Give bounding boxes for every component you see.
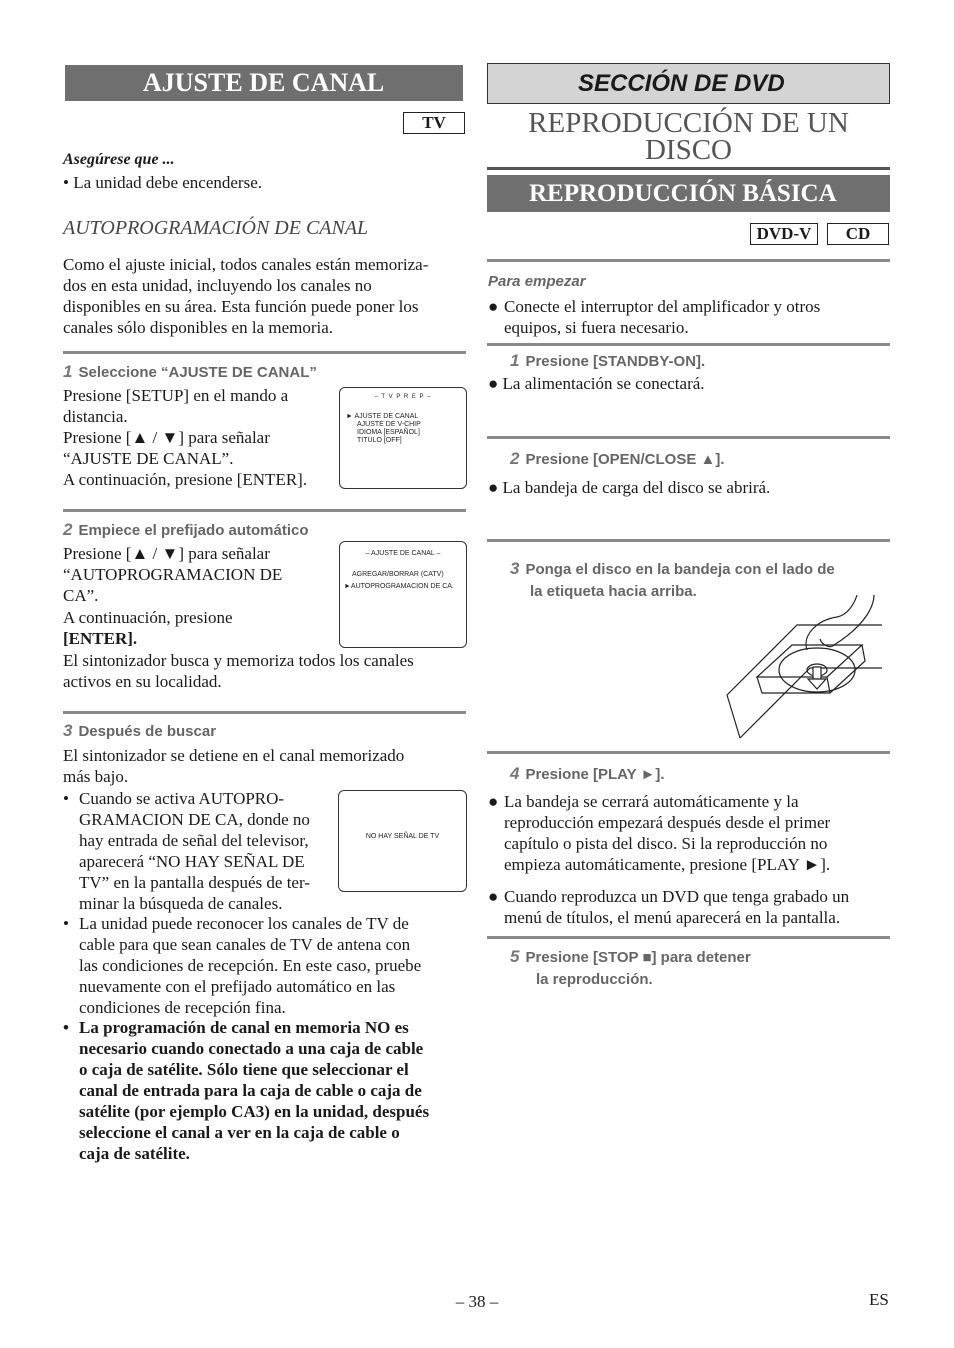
ajuste-canal-screen: – AJUSTE DE CANAL – AGREGAR/BORRAR (CATV) ►AUTOPROGRAMACION DE CA.: [339, 541, 467, 648]
asegurese-bullet: • La unidad debe encenderse.: [63, 173, 262, 192]
tag-cd: CD: [827, 223, 889, 245]
tv-prep-screen: – T V P R E P – ► AJUSTE DE CANAL AJUSTE DE V-CHIP IDIOMA [ESPAÑOL] TITULO [OFF]: [339, 387, 467, 489]
left-step2-tail: El sintonizador busca y memoriza todos los canales activos en su localidad.: [63, 651, 414, 691]
asegurese-label: Asegúrese que ...: [63, 151, 175, 168]
divider: [487, 539, 890, 542]
right-step2-heading: 2 Presione [OPEN/CLOSE ▲].: [510, 449, 725, 468]
left-step3-text: El sintonizador se detiene en el canal memorizado más bajo.: [63, 746, 405, 786]
left-banner-title: AJUSTE DE CANAL: [143, 68, 385, 97]
left-step1-heading: 1 Seleccione “AJUSTE DE CANAL”: [63, 362, 317, 381]
left-step2-heading: 2 Empiece el prefijado automático: [63, 520, 309, 539]
right-banner-title: REPRODUCCIÓN BÁSICA: [529, 180, 837, 207]
right-step1-bullet: ● La alimentación se conectará.: [488, 374, 705, 393]
section-title: SECCIÓN DE DVD: [578, 70, 785, 97]
divider: [487, 259, 890, 262]
right-step1-heading: 1 Presione [STANDBY-ON].: [510, 351, 706, 370]
left-step3-bullet3: • La programación de canal en memoria NO es necesario cuando conectado a una caja de cable o caja de satélite. Sólo tiene que seleccionar el canal de entrada para la caja de cable o caja de satélite (por ejemplo CA3) en la unidad, después seleccione el canal a ver en la caja de cable o caja de satélite.: [63, 1018, 430, 1163]
right-step2-bullet: ● La bandeja de carga del disco se abrirá.: [488, 478, 771, 497]
autoprog-subtitle: AUTOPROGRAMACIÓN DE CANAL: [63, 217, 369, 239]
language-code: ES: [869, 1290, 889, 1309]
para-empezar-label: Para empezar: [488, 273, 586, 290]
down-arrow-icon: [808, 667, 826, 689]
page-title: REPRODUCCIÓN DE UN DISCO: [528, 107, 849, 166]
right-step4-bullet2: ● Cuando reproduzca un DVD que tenga grabado un menú de títulos, el menú aparecerá en la pantalla.: [488, 887, 850, 927]
right-step4-heading: 4 Presione [PLAY ►].: [510, 764, 665, 783]
divider: [487, 436, 890, 439]
title-underline: [487, 167, 890, 170]
page-number: – 38 –: [455, 1292, 499, 1311]
left-step3-bullet1: • Cuando se activa AUTOPRO- GRAMACION DE CA, donde no hay entrada de señal del televisor, aparecerá “NO HAY SEÑAL DE TV” en la pantalla después de ter- minar la búsqueda de canales.: [63, 789, 310, 913]
left-step3-heading: 3 Después de buscar: [63, 721, 217, 740]
right-banner: [487, 175, 890, 212]
disc-tray-illustration: [722, 595, 887, 740]
intro-paragraph: Como el ajuste inicial, todos canales están memoriza- dos en esta unidad, incluyendo los canales no disponibles en su área. Esta función puede poner los canales sólo disponibles en la memoria.: [63, 255, 429, 337]
right-step3-heading: 3 Ponga el disco en la bandeja con el lado de la etiqueta hacia arriba.: [510, 559, 835, 600]
no-signal-screen: NO HAY SEÑAL DE TV: [338, 790, 467, 892]
tag-dvd-v: DVD-V: [750, 223, 818, 245]
divider: [487, 751, 890, 754]
section-banner: [487, 63, 890, 104]
left-banner: [65, 65, 463, 101]
divider: [487, 343, 890, 346]
divider: [63, 351, 466, 354]
divider: [487, 936, 890, 939]
right-step4-bullet1: ● La bandeja se cerrará automáticamente y la reproducción empezará después desde el primer capítulo o pista del disco. Si la reproducción no empieza automáticamente, presione [PLAY ►].: [488, 792, 831, 874]
para-empezar-bullet: ● Conecte el interruptor del amplificador y otros equipos, si fuera necesario.: [488, 297, 821, 337]
left-step2-text: Presione [▲ / ▼] para señalar “AUTOPROGRAMACION DE CA”. A continuación, presione [ENTER].: [63, 544, 283, 648]
left-step3-bullet2: • La unidad puede reconocer los canales de TV de cable para que sean canales de TV de antena con las condiciones de recepción. En este caso, pruebe nuevamente con el prefijado automático en las condiciones de recepción fina.: [63, 914, 422, 1017]
left-step1-text: Presione [SETUP] en el mando a distancia. Presione [▲ / ▼] para señalar “AJUSTE DE CANAL”. A continuación, presione [ENTER].: [63, 386, 308, 489]
right-step5-heading: 5 Presione [STOP ■] para detener la reproducción.: [510, 947, 751, 988]
divider: [63, 711, 466, 714]
divider: [63, 509, 466, 512]
tag-tv: TV: [403, 112, 465, 134]
